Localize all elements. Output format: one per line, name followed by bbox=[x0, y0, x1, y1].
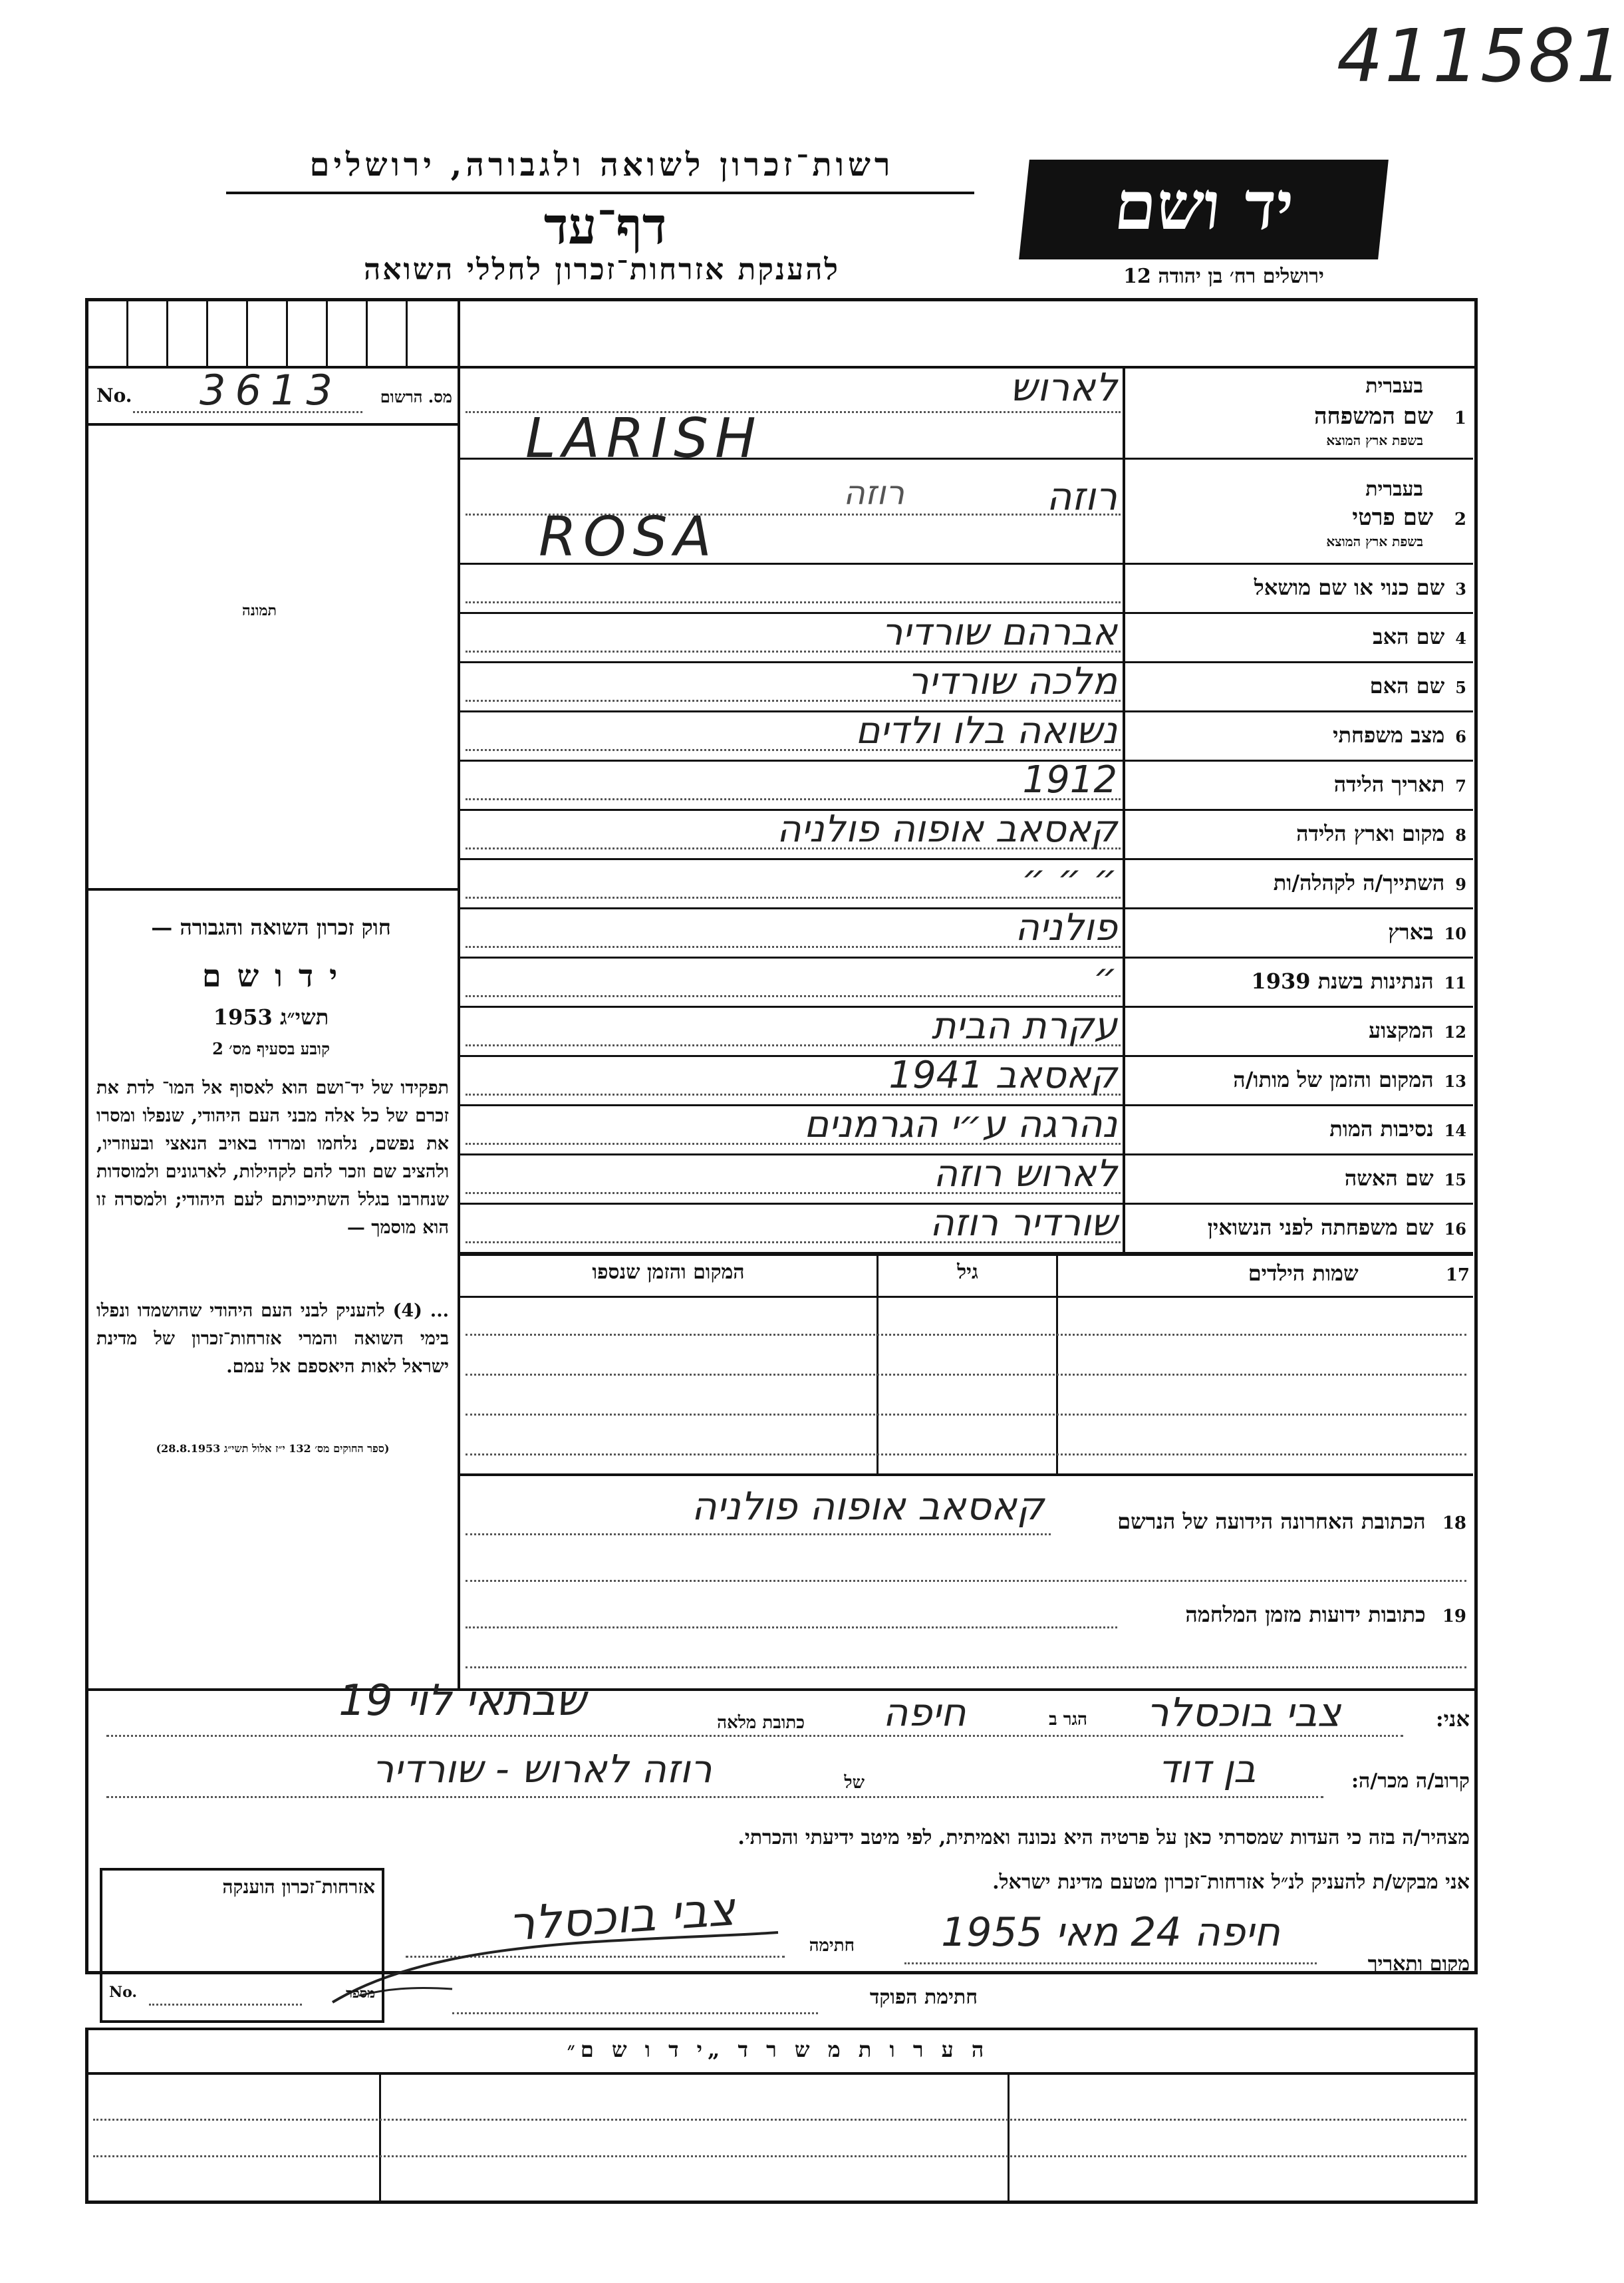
field-4-num: 4 bbox=[1455, 629, 1466, 648]
address-value: קאסאב אופוה פולניה bbox=[691, 1483, 1044, 1529]
field-3-title: שם כנוי או שם מושאל bbox=[1254, 575, 1445, 600]
office-notes-title: ה ע ר ו ת מ ש ר ד „י ד ו ש ם״ bbox=[567, 2037, 990, 2062]
grant-box-no-label: No. bbox=[109, 1984, 138, 2001]
resides-label: הגר ב bbox=[1049, 1710, 1087, 1730]
field-13-title: המקום והזמן של מותו/ה bbox=[1233, 1067, 1434, 1092]
field-11-title: הנתינות בשנת 1939 bbox=[1251, 969, 1434, 994]
law-clause: קובע בסעיף מס׳ 2 bbox=[212, 1039, 330, 1058]
field-5-num: 5 bbox=[1455, 678, 1466, 697]
field-7-title: תאריך הלידה bbox=[1333, 772, 1445, 797]
field-7-label bbox=[1131, 772, 1466, 797]
field-7-value: 1912 bbox=[1022, 758, 1117, 802]
field-8-value: קאסאב אופוה פולניה bbox=[776, 808, 1117, 851]
law-name: י ד ו ש ם bbox=[202, 958, 340, 994]
place-date-value: חיפה 24 מאי 1955 bbox=[941, 1909, 1280, 1956]
field-1-num: 1 bbox=[1454, 408, 1466, 428]
field-9-label bbox=[1131, 870, 1466, 895]
children-names-label: שמות הילדים bbox=[1248, 1261, 1359, 1286]
law-paragraph-2: ... (4) להעניק לבני העם היהודי שהושמדו ונפלו בימי השואה והמרי אזרחות־זכרון של מדינת ישראל לאות היאספם אל עמם. bbox=[96, 1300, 449, 1377]
field-2-value-hebrew: רוזה bbox=[1046, 474, 1117, 519]
field-13-label bbox=[1131, 1067, 1466, 1092]
field-10-value: פולניה bbox=[1015, 906, 1117, 949]
field-3-label bbox=[1131, 575, 1466, 600]
field-18-num: 18 bbox=[1442, 1513, 1466, 1533]
field-12-title: המקצוע bbox=[1369, 1018, 1434, 1043]
field-11-num: 11 bbox=[1444, 973, 1466, 992]
field-12-label bbox=[1131, 1018, 1466, 1043]
law-citation: (ספר החוקים מס׳ 132 י״ז אלול תשי״ג 28.8.1953) bbox=[156, 1442, 390, 1455]
field-2-label bbox=[1131, 504, 1466, 531]
field-17-num: 17 bbox=[1445, 1265, 1470, 1285]
field-1-value-origin: LARISH bbox=[525, 407, 763, 470]
field-9-value: ״ ״ ״ bbox=[1021, 857, 1117, 900]
logo-address: ירושלים רח׳ בן יהודה 12 bbox=[1123, 265, 1324, 288]
children-age-header: גיל bbox=[957, 1261, 978, 1284]
officer-label: חתימת הפוקד bbox=[869, 1986, 978, 2009]
field-9-num: 9 bbox=[1455, 875, 1466, 894]
full-address-label: כתובת מלאה bbox=[717, 1713, 805, 1733]
place-date-label: מקום ותאריך bbox=[1367, 1952, 1470, 1976]
field-6-label bbox=[1131, 722, 1466, 748]
logo-text: יד ושם bbox=[1111, 166, 1297, 245]
signature-flourish bbox=[319, 1922, 785, 2016]
field-11-value: ״ bbox=[1093, 955, 1117, 998]
field-2-value-hebrew-2: רוזה bbox=[843, 474, 904, 512]
declarant-i-label: אני: bbox=[1435, 1706, 1470, 1732]
signature-label: חתימה bbox=[809, 1936, 855, 1956]
wartime-label-text: כתובות ידועות מזמן המלחמה bbox=[1185, 1602, 1426, 1627]
address-label-text: הכתובת האחרונה הידועה של הנרשם bbox=[1117, 1509, 1426, 1534]
field-13-num: 13 bbox=[1444, 1072, 1466, 1091]
field-1-value-hebrew: לארוש bbox=[1010, 365, 1117, 410]
field-4-label bbox=[1131, 624, 1466, 649]
law-paragraph-1: תפקידו של יד־ושם הוא לאסוף אל המו־ לדת את זכרם של כל אלה מבני העם היהודי, שנפלו ומסרו את נפשם, נלחמו ומרדו באויב הנאצי ובעוזריו, ולהציב שם וזכר להם לקהילות, לארגונים ולמוסדות שנחרבו בגלל השתייכותם לעם היהודי; ולמסרה זו הוא מוסמך — bbox=[96, 1078, 449, 1238]
field-13-value: קאסאב 1941 bbox=[888, 1054, 1117, 1097]
field-3-num: 3 bbox=[1455, 579, 1466, 599]
field-1-label bbox=[1131, 403, 1466, 430]
of-label: של bbox=[844, 1773, 865, 1793]
field-10-num: 10 bbox=[1444, 924, 1466, 943]
field-11-label bbox=[1131, 969, 1466, 994]
field-1-origin-label: בשפת ארץ המוצא bbox=[1326, 432, 1423, 448]
office-notes-box bbox=[85, 2028, 1478, 2204]
field-12-num: 12 bbox=[1444, 1022, 1466, 1042]
field-16-label bbox=[1131, 1215, 1466, 1240]
field-8-num: 8 bbox=[1455, 826, 1466, 845]
children-names-header bbox=[1064, 1261, 1470, 1286]
law-year: תשי״ג 1953 bbox=[213, 1004, 329, 1030]
field-15-num: 15 bbox=[1444, 1170, 1466, 1189]
signature-value: צבי בוכסלר bbox=[506, 1881, 738, 1952]
relation-value: בן דוד bbox=[1158, 1746, 1256, 1791]
grant-box bbox=[100, 1868, 384, 2023]
wartime-label bbox=[1117, 1602, 1466, 1627]
grant-box-number-label: מספר bbox=[346, 1985, 375, 2001]
field-14-label bbox=[1131, 1116, 1466, 1142]
field-6-title: מצב משפחתי bbox=[1333, 722, 1445, 748]
reg-no-label: No. bbox=[96, 384, 132, 406]
field-14-value: נהרגה ע״י הגרמנים bbox=[804, 1103, 1117, 1146]
of-value: רוזה לארוש - שורדיר bbox=[372, 1746, 712, 1791]
reg-label: מס. הרשום bbox=[380, 387, 452, 406]
field-8-label bbox=[1131, 821, 1466, 846]
field-2-hebrew-label: בעברית bbox=[1365, 478, 1423, 501]
request-text: אני מבקש/ת להעניק לנ״ל אזרחות־זכרון מטעם מדינת ישראל. bbox=[992, 1871, 1470, 1894]
declarant-name: צבי בוכסלר bbox=[1146, 1690, 1341, 1736]
field-5-value: מלכה שורדיר bbox=[907, 660, 1117, 703]
field-19-num: 19 bbox=[1442, 1606, 1466, 1626]
field-14-title: נסיבות המות bbox=[1329, 1116, 1434, 1142]
form-subtitle: להענקת אזרחות־זכרון לחללי השואה bbox=[363, 253, 840, 287]
full-address-value: שבתאי לוי 19 bbox=[338, 1676, 586, 1726]
law-title: חוק זכרון השואה והגבורה — bbox=[151, 915, 391, 940]
field-6-num: 6 bbox=[1455, 727, 1466, 746]
field-14-num: 14 bbox=[1444, 1121, 1466, 1140]
address-label bbox=[1051, 1509, 1466, 1534]
resides-value: חיפה bbox=[882, 1690, 966, 1735]
field-6-value: נשואה בלו ולדים bbox=[855, 709, 1117, 752]
field-10-title: בארץ bbox=[1388, 919, 1434, 945]
field-16-num: 16 bbox=[1444, 1219, 1466, 1239]
field-8-title: מקום וארץ הלידה bbox=[1296, 821, 1445, 846]
field-9-title: השתייך/ה לקהלה/ות bbox=[1273, 870, 1445, 895]
field-10-label bbox=[1131, 919, 1466, 945]
field-15-title: שם האשה bbox=[1344, 1165, 1434, 1191]
field-5-label bbox=[1131, 673, 1466, 698]
field-7-num: 7 bbox=[1455, 776, 1466, 796]
field-1-hebrew-label: בעברית bbox=[1365, 375, 1423, 398]
field-4-value: אברהם שורדיר bbox=[881, 611, 1117, 654]
archive-number: 411581 bbox=[1337, 13, 1624, 98]
form-title: דף־עד bbox=[543, 196, 667, 255]
authority-title: רשות־זכרון לשואה ולגבורה, ירושלים bbox=[309, 146, 894, 184]
field-16-title: שם משפחתה לפני הנשואין bbox=[1207, 1215, 1434, 1240]
registration-number: 3613 bbox=[200, 366, 342, 414]
field-2-value-origin: ROSA bbox=[539, 506, 718, 569]
photo-label: תמונה bbox=[242, 602, 277, 619]
grant-box-title: אזרחות־זכרון הוענקה bbox=[222, 1876, 375, 1898]
field-5-title: שם האם bbox=[1369, 673, 1445, 698]
field-2-num: 2 bbox=[1454, 510, 1466, 530]
field-12-value: עקרת הבית bbox=[931, 1004, 1117, 1048]
declaration-text: מצהיר/ה בזה כי העדות שמסרתי כאן על פרטיה היא נכונה ואמיתית, לפי מיטב ידיעתי והכרתי. bbox=[738, 1826, 1470, 1849]
field-2-origin-label: בשפת ארץ המוצא bbox=[1326, 533, 1423, 549]
field-2-title: שם פרטי bbox=[1352, 504, 1434, 531]
field-15-value: לארוש רוזה bbox=[933, 1152, 1117, 1195]
children-place-header: המקום והזמן שנספו bbox=[592, 1261, 745, 1284]
field-4-title: שם האב bbox=[1373, 624, 1445, 649]
yad-vashem-logo bbox=[1019, 160, 1389, 259]
relative-label: קרוב/ה מכר/ה: bbox=[1351, 1769, 1470, 1793]
field-16-value: שורדיר רוזה bbox=[930, 1201, 1117, 1245]
field-1-title: שם המשפחה bbox=[1313, 403, 1434, 430]
field-15-label bbox=[1131, 1165, 1466, 1191]
